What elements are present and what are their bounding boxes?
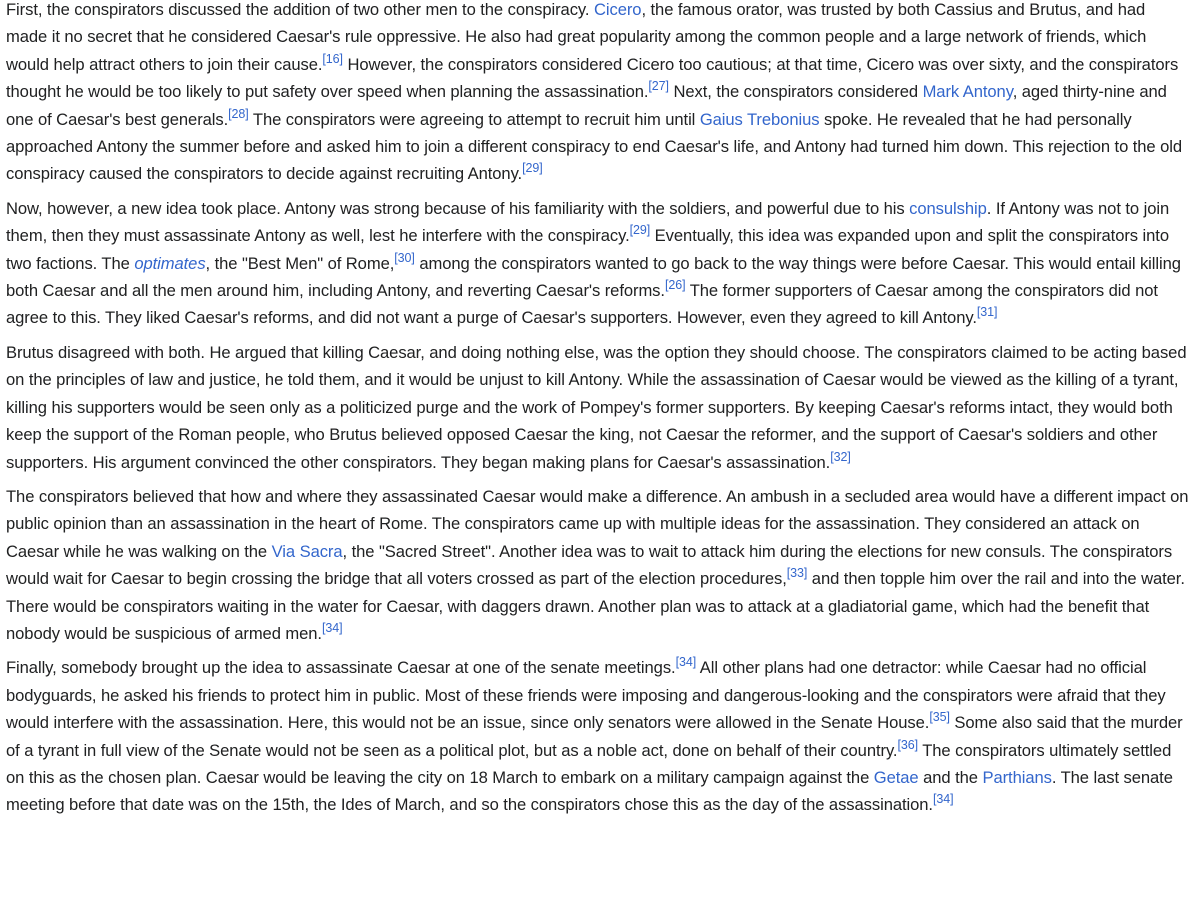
reference-link[interactable]: [30] (394, 250, 415, 265)
reference-link[interactable]: [29] (522, 161, 543, 176)
paragraph-text: , the famous orator, was trusted by both Cassius and Brutus, and had made it no secret that he considered Caesar's rule oppressive. He also had great popularity among the common people and a large network of friends, which would help attract others to join their cause. (6, 0, 1147, 74)
paragraph-text: All other plans had one detractor: while Caesar had no official bodyguards, he asked his friends to protect him in public. Most of these friends were imposing and dangerous-looking and the conspirators were afraid that they would interfere with the assassination. Here, this would not be an issue, since only senators were allowed in the Senate House. (6, 658, 1166, 733)
paragraph-3 (6, 339, 1190, 476)
paragraph-text: Next, the conspirators considered (668, 82, 923, 102)
paragraph-text: Brutus disagreed with both. He argued that killing Caesar, and doing nothing else, was the option they should choose. The conspirators claimed to be acting based on the principles of law and justice, he told them, and it would be unjust to kill Antony. While the assassination of Caesar would be viewed as the killing of a tyrant, killing his supporters would be seen only as a politicized purge and the work of Pompey's former supporters. By keeping Caesar's reforms intact, they would both keep the support of the Roman people, who Brutus believed opposed Caesar the king, not Caesar the reformer, and the support of Caesar's soldiers and other supporters. His argument convinced the other conspirators. They began making plans for Caesar's assassination. (6, 342, 1187, 472)
reference-link[interactable]: [34] (675, 655, 697, 670)
paragraph-text: . The last senate meeting before that date was on the 15th, the Ides of March, and so the conspirators chose this as the day of the assassination. (6, 767, 1173, 815)
paragraph-text: The conspirators were agreeing to attempt to recruit him until (248, 109, 700, 129)
paragraph-5 (6, 654, 1190, 818)
reference-sup (522, 162, 543, 176)
link-mark-antony[interactable]: Mark Antony (922, 82, 1013, 102)
reference-sup (228, 107, 249, 121)
link-via-sacra[interactable]: Via Sacra (271, 541, 343, 561)
paragraph-text: The former supporters of Caesar among the conspirators did not agree to this. They liked Caesar's reforms, and did not want a purge of Caesar's supporters. However, even they agreed to kill Antony. (6, 281, 1158, 328)
paragraph-text: , the "Best Men" of Rome, (205, 253, 395, 273)
paragraph-text: , the "Sacred Street". Another idea was to wait to attack him during the elections for new consuls. The conspirators would wait for Caesar to begin crossing the bridge that all voters crossed as part of the election procedures, (6, 541, 1173, 589)
reference-link[interactable]: [27] (648, 79, 669, 94)
reference-sup (394, 251, 415, 265)
reference-link[interactable]: [34] (321, 621, 343, 636)
reference-link[interactable]: [26] (664, 278, 686, 293)
paragraph-text: among the conspirators wanted to go back to the way things were before Caesar. This would entail killing both Caesar and all the men around him, including Antony, and reverting Caesar's reforms. (6, 253, 1181, 301)
link-cicero[interactable]: Cicero (593, 0, 642, 19)
reference-sup (676, 655, 697, 669)
paragraph-text: Some also said that the murder of a tyrant in full view of the Senate would not be seen as a political plot, but as a noble act, done on behalf of their country. (6, 713, 1183, 760)
reference-sup (648, 79, 669, 93)
paragraph-text: and then topple him over the rail and into the water. There would be conspirators waiting in the water for Caesar, with daggers drawn. Another plan was to attack at a gladiatorial game, which had the benefit that nobody would be suspicious of armed men. (6, 569, 1185, 643)
paragraph-1 (6, 0, 1190, 188)
reference-sup (929, 710, 950, 724)
paragraph-text: and the (918, 767, 983, 787)
paragraph-text: , aged thirty-nine and one of Caesar's best generals. (6, 82, 1167, 129)
reference-link[interactable]: [29] (629, 223, 651, 238)
paragraph-text: Finally, somebody brought up the idea to assassinate Caesar at one of the senate meetings. (6, 658, 676, 678)
link-getae[interactable]: Getae (873, 767, 919, 787)
reference-sup (787, 566, 808, 580)
reference-sup (977, 306, 998, 320)
reference-link[interactable]: [33] (786, 566, 808, 581)
paragraph-text: However, the conspirators considered Cicero too cautious; at that time, Cicero was over sixty, and the conspirators thought he would be too likely to put safety over speed when planning the assassination. (6, 54, 1179, 102)
paragraph-text: . If Antony was not to join them, then they must assassinate Antony as well, lest he interfere with the conspiracy. (6, 198, 1170, 246)
reference-sup (322, 621, 343, 635)
reference-link[interactable]: [34] (932, 792, 954, 807)
paragraph-4 (6, 483, 1190, 647)
paragraph-2 (6, 195, 1190, 332)
reference-link[interactable]: [36] (897, 737, 918, 752)
paragraph-text: Eventually, this idea was expanded upon and split the conspirators into two factions. The (6, 226, 1169, 273)
reference-link[interactable]: [28] (228, 106, 249, 121)
link-consulship[interactable]: consulship (909, 198, 987, 218)
paragraph-text: spoke. He revealed that he had personally approached Antony the summer before and asked him to join a different conspiracy to end Caesar's life, and Antony had turned him down. This rejection to the old conspiracy caused the conspirators to decide against recruiting Antony. (6, 109, 1183, 184)
reference-link[interactable]: [35] (929, 710, 950, 725)
reference-link[interactable]: [32] (830, 449, 851, 464)
link-gaius-trebonius[interactable]: Gaius Trebonius (699, 109, 820, 129)
paragraph-text: The conspirators believed that how and where they assassinated Caesar would make a difference. An ambush in a secluded area would have a different impact on public opinion than an assassination in the heart of Rome. The conspirators came up with multiple ideas for the assassination. They considered an attack on Caesar while he was walking on the (6, 486, 1189, 561)
reference-sup (897, 738, 918, 752)
reference-link[interactable]: [16] (322, 51, 343, 66)
reference-sup (665, 278, 686, 292)
reference-sup (933, 793, 954, 807)
paragraph-text: The conspirators ultimately settled on this as the chosen plan. Caesar would be leaving the city on 18 March to embark on a military campaign against the (6, 740, 1172, 787)
link-parthians[interactable]: Parthians (982, 767, 1052, 787)
reference-sup (322, 52, 343, 66)
paragraph-text: Now, however, a new idea took place. Antony was strong because of his familiarity with the soldiers, and powerful due to his (6, 198, 910, 218)
reference-sup (830, 450, 851, 464)
reference-link[interactable]: [31] (976, 305, 998, 320)
link-optimates[interactable]: optimates (134, 253, 206, 273)
reference-sup (630, 223, 651, 237)
paragraph-text: First, the conspirators discussed the addition of two other men to the conspiracy. (6, 0, 594, 19)
